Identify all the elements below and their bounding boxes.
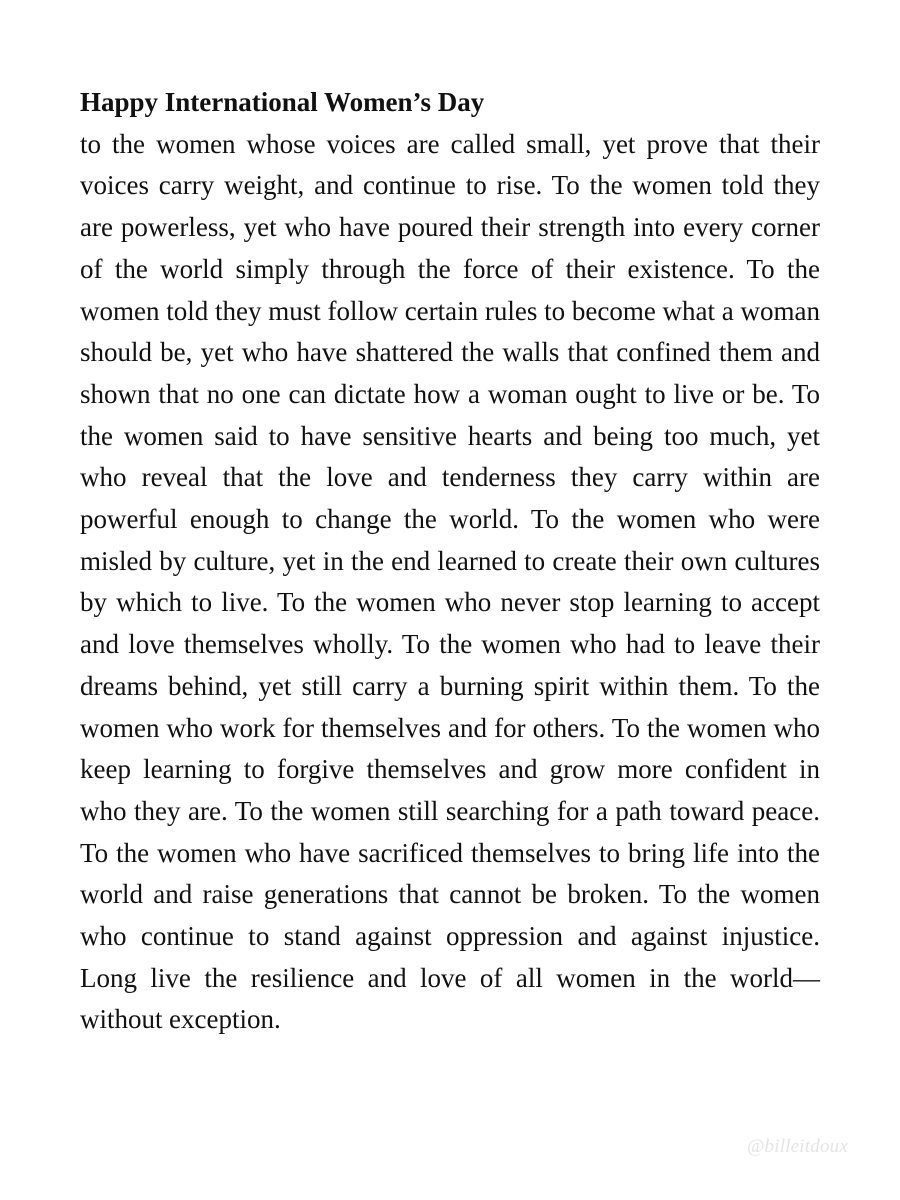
document-body-text: to the women whose voices are called small, yet prove that their voices carry weight, and continue to rise. To the women told they are powerless, yet who have poured their strength into every corner of the world simply through the force of their existence. To the women told they must follow certain rules to become what a woman should be, yet who have shattered the walls that confined them and shown that no one can dictate how a woman ought to live or be. To the women said to have sensitive hearts and being too much, yet who reveal that the love and tenderness they carry within are powerful enough to change the world. To the women who were misled by culture, yet in the end learned to create their own cultures by which to live. To the women who never stop learning to accept and love themselves wholly. To the women who had to leave their dreams behind, yet still carry a burning spirit within them. To the women who work for themselves and for others. To the women who keep learning to forgive themselves and grow more confident in who they are. To the women still searching for a path toward peace. To the women who have sacrificed themselves to bring life into the world and raise generations that cannot be broken. To the women who continue to stand against oppression and against injustice. Long live the resilience and love of all women in the world—without exception. <box>80 128 820 1035</box>
author-watermark: @billeitdoux <box>746 1136 848 1157</box>
document-title: Happy International Women’s Day <box>80 87 485 117</box>
document-content <box>80 82 820 1041</box>
